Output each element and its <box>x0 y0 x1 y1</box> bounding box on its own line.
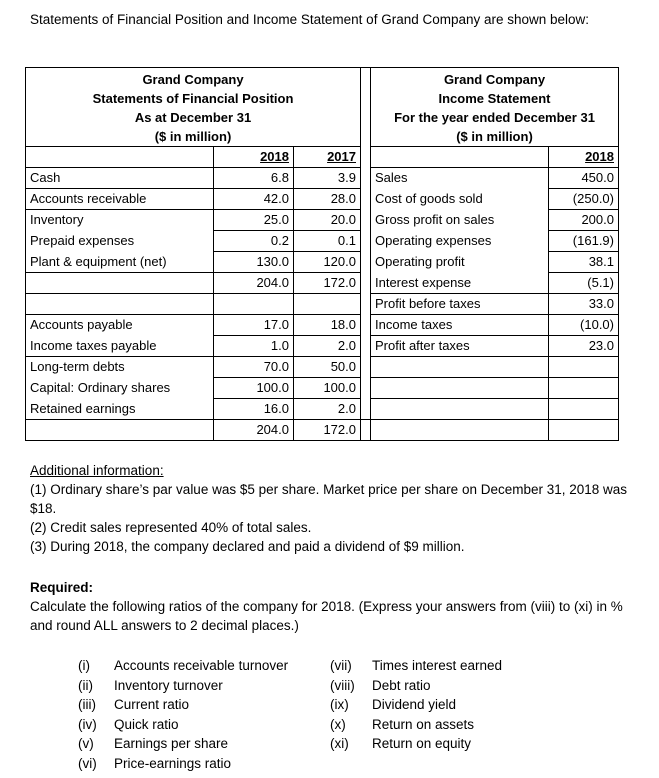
sfp-header <box>26 68 361 147</box>
ratio-item: (ix) Dividend yield <box>330 697 457 712</box>
is-label: Operating profit <box>371 252 549 273</box>
is-value: 23.0 <box>549 336 619 357</box>
ratio-item: (x) Return on assets <box>330 716 475 732</box>
financial-statements-table <box>25 67 619 441</box>
is-value: (161.9) <box>549 231 619 252</box>
asset-2017: 0.1 <box>294 231 361 252</box>
asset-2018: 6.8 <box>214 168 294 189</box>
is-label: Cost of goods sold <box>371 189 549 210</box>
year-row-blank <box>26 147 214 168</box>
ratio-item: (ii) Inventory turnover <box>78 677 223 693</box>
total-liabilities-2018: 204.0 <box>214 420 294 441</box>
is-value: 38.1 <box>549 252 619 273</box>
ratio-item: (iv) Quick ratio <box>78 716 179 732</box>
liability-2018: 16.0 <box>214 399 294 420</box>
liability-2018: 1.0 <box>214 336 294 357</box>
asset-label: Prepaid expenses <box>26 231 214 252</box>
asset-label: Inventory <box>26 210 214 231</box>
liability-2018: 100.0 <box>214 378 294 399</box>
additional-heading: Additional information: <box>30 463 164 478</box>
liability-2017: 100.0 <box>294 378 361 399</box>
total-assets-2017: 172.0 <box>294 273 361 294</box>
sfp-date: As at December 31 <box>134 110 252 125</box>
asset-2017: 3.9 <box>294 168 361 189</box>
ratio-item: (vii) Times interest earned <box>330 658 503 673</box>
ratio-item: (iii) Current ratio <box>78 697 190 712</box>
is-label: Profit before taxes <box>371 294 549 315</box>
ratio-list-left <box>78 656 288 773</box>
spacer <box>361 68 371 147</box>
sfp-company: Grand Company <box>142 72 244 87</box>
asset-2018: 0.2 <box>214 231 294 252</box>
is-title: Income Statement <box>438 91 551 106</box>
asset-2018: 130.0 <box>214 252 294 273</box>
ratio-list-right <box>330 656 502 754</box>
sfp-year-2018: 2018 <box>214 147 294 168</box>
is-value: (10.0) <box>549 315 619 336</box>
additional-item-1: (1) Ordinary share’s par value was $5 per share. Market price per share on December 31, 2018 was $18. <box>30 482 628 516</box>
total-liabilities-2017: 172.0 <box>294 420 361 441</box>
asset-label: Accounts receivable <box>26 189 214 210</box>
asset-label: Plant & equipment (net) <box>26 252 214 273</box>
liability-2018: 17.0 <box>214 315 294 336</box>
additional-item-2: (2) Credit sales represented 40% of total sales. <box>30 520 312 535</box>
is-value: 450.0 <box>549 168 619 189</box>
is-label: Interest expense <box>371 273 549 294</box>
is-year-2018: 2018 <box>549 147 619 168</box>
liability-2017: 50.0 <box>294 357 361 378</box>
liability-label: Retained earnings <box>26 399 214 420</box>
liability-2017: 18.0 <box>294 315 361 336</box>
asset-2017: 28.0 <box>294 189 361 210</box>
liability-label: Long-term debts <box>26 357 214 378</box>
required-heading: Required: <box>30 580 94 595</box>
sfp-unit: ($ in million) <box>154 129 232 144</box>
ratio-item: (viii) Debt ratio <box>330 677 431 693</box>
liability-label: Capital: Ordinary shares <box>26 378 214 399</box>
required-section <box>30 578 630 635</box>
is-value: (250.0) <box>549 189 619 210</box>
liability-label: Accounts payable <box>26 315 214 336</box>
is-label: Gross profit on sales <box>371 210 549 231</box>
additional-item-3: (3) During 2018, the company declared and paid a dividend of $9 million. <box>30 539 465 554</box>
asset-2017: 120.0 <box>294 252 361 273</box>
is-label: Profit after taxes <box>371 336 549 357</box>
is-label: Operating expenses <box>371 231 549 252</box>
total-assets-2018: 204.0 <box>214 273 294 294</box>
is-company: Grand Company <box>443 72 546 87</box>
total-liabilities-label <box>26 420 214 441</box>
liability-2017: 2.0 <box>294 399 361 420</box>
sfp-title: Statements of Financial Position <box>92 91 294 106</box>
is-value: 200.0 <box>549 210 619 231</box>
intro-text: Statements of Financial Position and Income Statement of Grand Company are shown below: <box>30 12 590 27</box>
is-label: Income taxes <box>371 315 549 336</box>
asset-2018: 42.0 <box>214 189 294 210</box>
sfp-year-2017: 2017 <box>294 147 361 168</box>
is-label: Sales <box>371 168 549 189</box>
asset-label: Cash <box>26 168 214 189</box>
asset-2018: 25.0 <box>214 210 294 231</box>
ratio-item: (v) Earnings per share <box>78 736 229 751</box>
additional-information <box>30 461 630 556</box>
ratio-item: (xi) Return on equity <box>330 736 472 751</box>
is-period: For the year ended December 31 <box>394 110 595 125</box>
is-value: (5.1) <box>549 273 619 294</box>
is-unit: ($ in million) <box>456 129 533 144</box>
liability-2018: 70.0 <box>214 357 294 378</box>
liability-label: Income taxes payable <box>26 336 214 357</box>
is-value: 33.0 <box>549 294 619 315</box>
ratio-item: (vi) Price-earnings ratio <box>78 755 232 771</box>
required-text: Calculate the following ratios of the company for 2018. (Express your answers from (viii) to (xi) in % and round ALL answers to 2 decimal places.) <box>30 599 623 633</box>
liability-2017: 2.0 <box>294 336 361 357</box>
asset-2017: 20.0 <box>294 210 361 231</box>
ratio-item: (i) Accounts receivable turnover <box>78 658 289 673</box>
is-header <box>371 68 619 147</box>
total-assets-label <box>26 273 214 294</box>
